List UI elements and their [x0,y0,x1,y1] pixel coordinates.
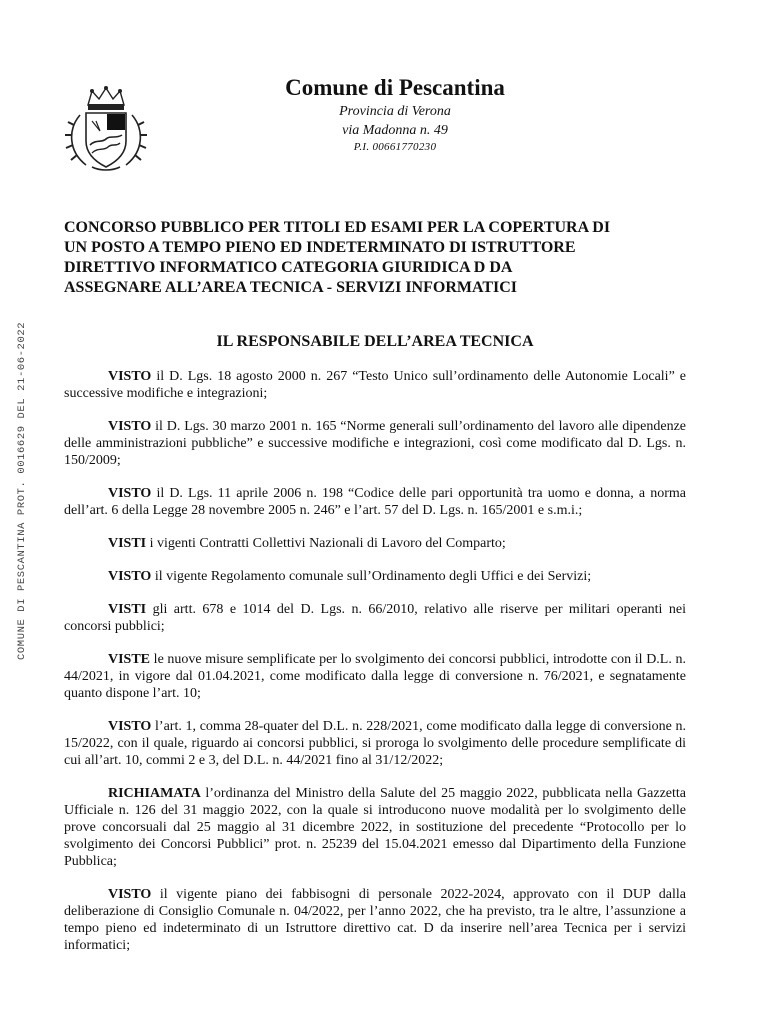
paragraph [64,535,686,552]
paragraph-lead: VISTE [108,652,151,667]
paragraph-text: l’ordinanza del Ministro della Salute del 25 maggio 2022, pubblicata nella Gazzetta Ufficiale n. 126 del 31 maggio 2022, con la quale si introducono nuove modalità per lo svolgimento delle prove concorsuali dal 25 maggio al 31 dicembre 2022, in sostituzione del precedente “Protocollo per lo svolgimento dei Concorsi Pubblici” prot. n. 25239 del 15.04.2021 emesso dal Dipartimento della Funzione Pubblica; [64,786,686,869]
paragraph-text: l’art. 1, comma 28-quater del D.L. n. 228/2021, come modificato dalla legge di conversione n. 15/2022, con il quale, riguardo ai concorsi pubblici, si proroga lo svolgimento delle procedure semplificate di cui all’art. 10, commi 2 e 3, del D.L. n. 44/2021 fino al 31/12/2022; [64,719,686,768]
paragraph-lead: VISTI [108,536,147,551]
letterhead [250,74,540,155]
protocol-stamp: COMUNE DI PESCANTINA PROT. 0016629 DEL 21-06-2022 [16,321,28,660]
vat-number: P.I. 00661770230 [353,141,437,153]
subject-block [64,218,686,298]
paragraph-lead: VISTO [108,719,152,734]
paragraph [64,368,686,402]
paragraph-lead: VISTO [108,569,152,584]
paragraph [64,601,686,635]
municipality-name: Comune di Pescantina [285,75,505,100]
paragraph [64,886,686,954]
paragraph-lead: VISTO [108,419,152,434]
paragraph-text: i vigenti Contratti Collettivi Nazionali di Lavoro del Comparto; [146,536,506,551]
paragraph-lead: RICHIAMATA [108,786,201,801]
paragraph-text: il vigente piano dei fabbisogni di personale 2022-2024, approvato con il DUP dalla deliberazione di Consiglio Comunale n. 04/2022, per l’anno 2022, che ha previsto, tra le altre, l’assunzione a tempo pieno ed indeterminato di un Istruttore direttivo cat. D da inserire nell’area Tecnica per i servizi informatici; [64,887,686,953]
province-line: Provincia di Verona [339,104,451,119]
paragraph [64,718,686,769]
paragraph [64,651,686,702]
paragraph-lead: VISTO [108,369,152,384]
paragraph-text: gli artt. 678 e 1014 del D. Lgs. n. 66/2010, relativo alle riserve per militari operanti nei concorsi pubblici; [64,602,686,634]
paragraph-text: le nuove misure semplificate per lo svolgimento dei concorsi pubblici, introdotte con il D.L. n. 44/2021, in vigore dal 01.04.2021, come modificato dalla legge di conversione n. 76/2021, e segnatamente quanto dispone l’art. 10; [64,652,686,701]
paragraph [64,418,686,469]
paragraph-lead: VISTO [108,887,152,902]
address-line: via Madonna n. 49 [342,123,448,138]
paragraph-text: il D. Lgs. 18 agosto 2000 n. 267 “Testo Unico sull’ordinamento delle Autonomie Locali” e successive modifiche e integrazioni; [64,369,686,401]
paragraph-text: il D. Lgs. 11 aprile 2006 n. 198 “Codice delle pari opportunità tra uomo e donna, a norma dell’art. 6 della Legge 28 novembre 2005 n. 246” e l’art. 57 del D. Lgs. n. 165/2001 e s.m.i.; [64,486,686,518]
paragraph-lead: VISTO [108,486,152,501]
paragraph-text: il D. Lgs. 30 marzo 2001 n. 165 “Norme generali sull’ordinamento del lavoro alle dipendenze delle amministrazioni pubbliche” e successive modifiche e integrazioni, così come modificato dal D. Lgs. n. 150/2009; [64,419,686,468]
section-heading: IL RESPONSABILE DELL’AREA TECNICA [216,333,534,350]
coat-of-arms-icon [62,85,150,173]
subject-line: UN POSTO A TEMPO PIENO ED INDETERMINATO DI ISTRUTTORE [64,239,576,256]
paragraph [64,785,686,870]
paragraph [64,485,686,519]
subject-line: CONCORSO PUBBLICO PER TITOLI ED ESAMI PER LA COPERTURA DI [64,219,611,236]
document-body [64,368,686,970]
subject-line: ASSEGNARE ALL’AREA TECNICA - SERVIZI INFORMATICI [64,279,518,296]
paragraph-lead: VISTI [108,602,147,617]
paragraph [64,568,686,585]
subject-line: DIRETTIVO INFORMATICO CATEGORIA GIURIDICA D DA [64,259,513,276]
paragraph-text: il vigente Regolamento comunale sull’Ordinamento degli Uffici e dei Servizi; [151,569,592,584]
